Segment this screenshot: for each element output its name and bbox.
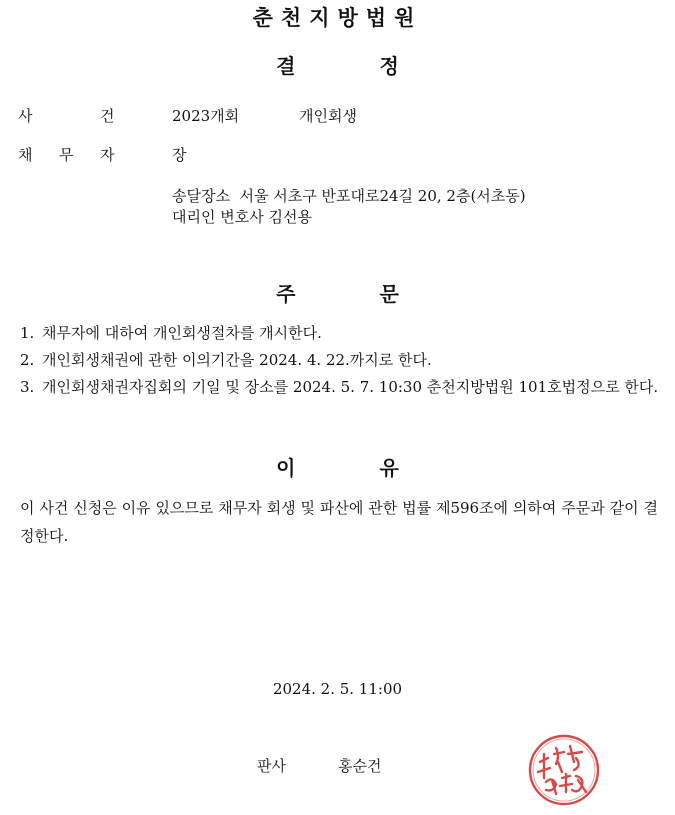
document-title-char-2: 정 xyxy=(379,54,399,78)
decision-date: 2024. 2. 5. 11:00 xyxy=(272,680,403,698)
order-item-text: 개인회생채권에 관한 이의기간을 2024. 4. 22.까지로 한다. xyxy=(42,351,432,369)
legal-agent: 대리인 변호사 김선용 xyxy=(172,208,312,226)
order-heading-char-1: 주 xyxy=(276,282,296,306)
reason-heading xyxy=(0,452,675,481)
order-heading-char-2: 문 xyxy=(379,282,399,306)
order-item xyxy=(20,320,660,347)
service-address: 송달장소 서울 서초구 반포대로24길 20, 2층(서초동) xyxy=(172,187,526,205)
order-item-number: 1. xyxy=(20,324,35,342)
judge-title: 판사 xyxy=(257,757,286,775)
order-list xyxy=(20,320,660,401)
order-item xyxy=(20,347,660,374)
reason-heading-char-2: 유 xyxy=(379,456,399,480)
order-item-number: 2. xyxy=(20,351,35,369)
debtor-label-char-3: 자 xyxy=(100,146,115,164)
debtor-label-char-2: 무 xyxy=(59,146,74,164)
document-title-char-1: 결 xyxy=(276,54,296,78)
order-item xyxy=(20,374,660,401)
case-label-char-2: 건 xyxy=(100,107,115,125)
order-item-text: 개인회생채권자집회의 기일 및 장소를 2024. 5. 7. 10:30 춘천지방법원 101호법정으로 한다. xyxy=(42,378,659,396)
order-item-text: 채무자에 대하여 개인회생절차를 개시한다. xyxy=(42,324,322,342)
judge-name: 홍순건 xyxy=(338,757,382,775)
document-title xyxy=(0,50,675,79)
debtor-label-char-1: 채 xyxy=(18,146,33,164)
reason-text: 이 사건 신청은 이유 있으므로 채무자 회생 및 파산에 관한 법률 제596조에 의하여 주문과 같이 결정한다. xyxy=(20,499,658,545)
reason-heading-char-1: 이 xyxy=(276,456,296,480)
court-name: 춘천지방법원 xyxy=(252,5,423,30)
case-type: 개인회생 xyxy=(299,107,357,125)
case-number: 2023개회 xyxy=(172,107,240,125)
order-item-number: 3. xyxy=(20,378,35,396)
order-heading xyxy=(0,278,675,307)
debtor-name: 장 xyxy=(172,146,187,164)
court-seal-icon xyxy=(526,732,602,808)
case-label-char-1: 사 xyxy=(18,107,33,125)
